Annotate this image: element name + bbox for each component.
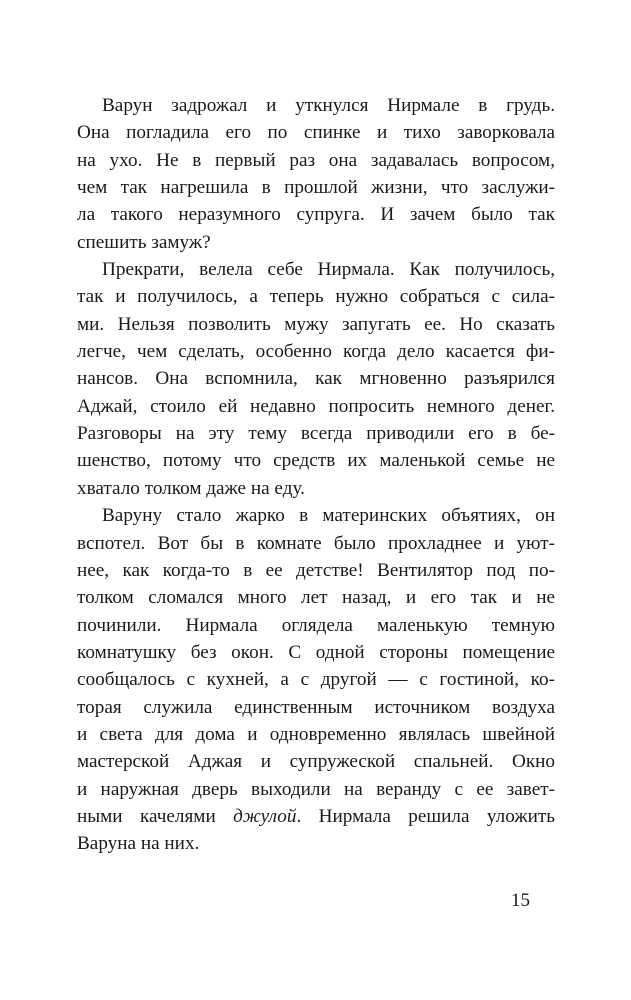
page-number: 15 [511,890,530,911]
text-line: Она погладила его по спинке и тихо заворковала [77,122,555,144]
text-line: хватало толком даже на еду. [77,477,305,499]
text-line: нансов. Она вспомнила, как мгновенно разъярился [77,368,555,390]
text-line: Варуну стало жарко в материнских объятиях, он [102,505,555,527]
text-line: и света для дома и одновременно являлась швейной [77,723,555,745]
text-line: и наружная дверь выходили на веранду с ее завет- [77,778,555,800]
text-line: починили. Нирмала оглядела маленькую темную [77,614,555,636]
text-line: сообщалось с кухней, а с другой — с гостиной, ко- [77,669,555,691]
text-line: торая служила единственным источником воздуха [77,696,555,718]
text-line: толком сломался много лет назад, и его так и не [77,587,555,609]
text-line: ми. Нельзя позволить мужу запугать ее. Но сказать [77,313,555,335]
text-line: Аджай, стоило ей недавно попросить немного денег. [77,395,555,417]
paragraph-3 [77,502,555,857]
text-line: так и получилось, а теперь нужно собраться с сила- [77,286,555,308]
italic-word: джулой [233,805,297,827]
text-line: шенство, потому что средств их маленькой семье не [77,450,555,472]
text-line: Прекрати, велела себе Нирмала. Как получилось, [102,259,555,281]
text-line: легче, чем сделать, особенно когда дело касается фи- [77,341,555,363]
text-line: Варуна на них. [77,833,200,855]
text-line: комнатушку без окон. С одной стороны помещение [77,641,555,663]
text-line: Варун задрожал и уткнулся Нирмале в грудь. [102,95,555,116]
text-line: мастерской Аджая и супружеской спальней. Окно [77,751,555,773]
text-line: вспотел. Вот бы в комнате было прохладнее и уют- [77,532,555,554]
text-line: ла такого неразумного супруга. И зачем было так [77,204,555,226]
text-line: спешить замуж? [77,231,211,253]
text-line: на ухо. Не в первый раз она задавалась вопросом, [77,149,555,171]
body-text [77,92,555,858]
paragraph-1 [77,92,555,256]
text-line: чем так нагрешила в прошлой жизни, что заслужи- [77,177,555,199]
text-line-with-italic: ными качелями джулой. Нирмала решила уложить [77,805,556,827]
text-line: Разговоры на эту тему всегда приводили его в бе- [77,423,555,445]
text-line: нее, как когда-то в ее детстве! Вентилятор под по- [77,559,555,581]
paragraph-2 [77,256,555,502]
